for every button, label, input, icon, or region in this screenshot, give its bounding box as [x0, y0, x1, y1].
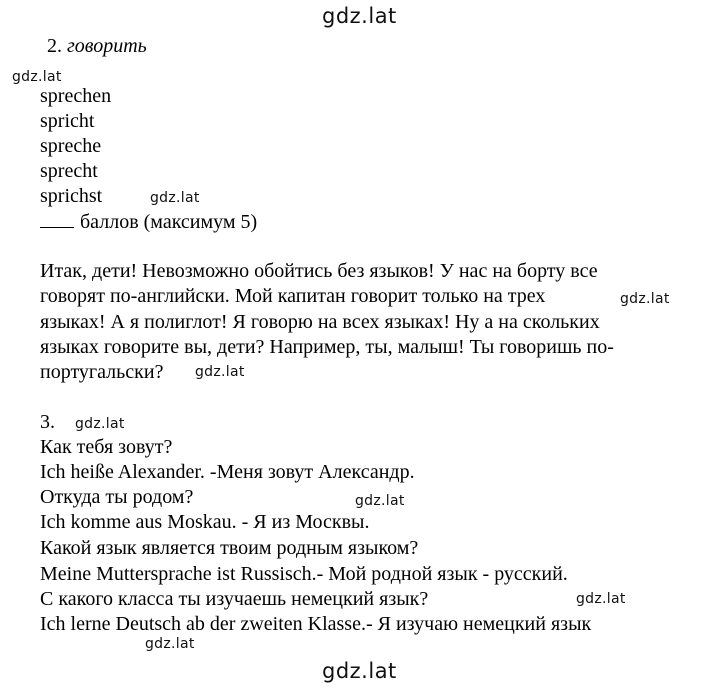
task3-line: Ich komme aus Moskau. - Я из Москвы. — [40, 511, 370, 533]
task3-line: С какого класса ты изучаешь немецкий язык? — [40, 588, 429, 610]
task2-answer: sprichst — [40, 185, 103, 207]
paragraph-line: португальски? — [40, 361, 164, 383]
task3-line: Ich heiße Alexander. -Меня зовут Александр. — [40, 461, 415, 483]
watermark-small: gdz.lat — [75, 416, 125, 432]
watermark-top: gdz.lat — [322, 4, 397, 28]
task3-line: Ich lerne Deutsch ab der zweiten Klasse.- Я изучаю немецкий язык — [40, 613, 592, 635]
task2-header — [47, 36, 147, 56]
watermark-small: gdz.lat — [195, 364, 245, 380]
score-blank — [40, 211, 74, 228]
task3-number: 3. — [40, 411, 55, 433]
task3-line: Meine Muttersprache ist Russisch.- Мой родной язык - русский. — [40, 563, 568, 585]
watermark-small: gdz.lat — [620, 291, 670, 307]
task2-score — [40, 211, 257, 232]
paragraph-line: языках говорите вы, дети? Например, ты, малыш! Ты говоришь по- — [40, 336, 614, 358]
task2-score-text: баллов (максимум 5) — [80, 211, 258, 233]
watermark-bottom: gdz.lat — [322, 659, 397, 683]
task2-answer: sprecht — [40, 160, 98, 182]
watermark-small: gdz.lat — [12, 69, 62, 85]
task2-title: говорить — [67, 35, 147, 57]
task2-answer: spricht — [40, 110, 95, 132]
watermark-small: gdz.lat — [150, 190, 200, 206]
task3-line: Какой язык является твоим родным языком? — [40, 537, 419, 559]
task3-line: Откуда ты родом? — [40, 486, 194, 508]
task3-line: Как тебя зовут? — [40, 436, 173, 458]
task2-answer: spreche — [40, 135, 102, 157]
paragraph-line: языках! А я полиглот! Я говорю на всех языках! Ну а на скольких — [40, 311, 600, 333]
paragraph-line: говорят по-английски. Мой капитан говорит только на трех — [40, 285, 546, 307]
task2-answer: sprechen — [40, 85, 112, 107]
watermark-small: gdz.lat — [355, 493, 405, 509]
watermark-small: gdz.lat — [145, 636, 195, 652]
task2-number: 2. — [47, 35, 62, 57]
paragraph-line: Итак, дети! Невозможно обойтись без языков! У нас на борту все — [40, 260, 598, 282]
watermark-small: gdz.lat — [576, 591, 626, 607]
